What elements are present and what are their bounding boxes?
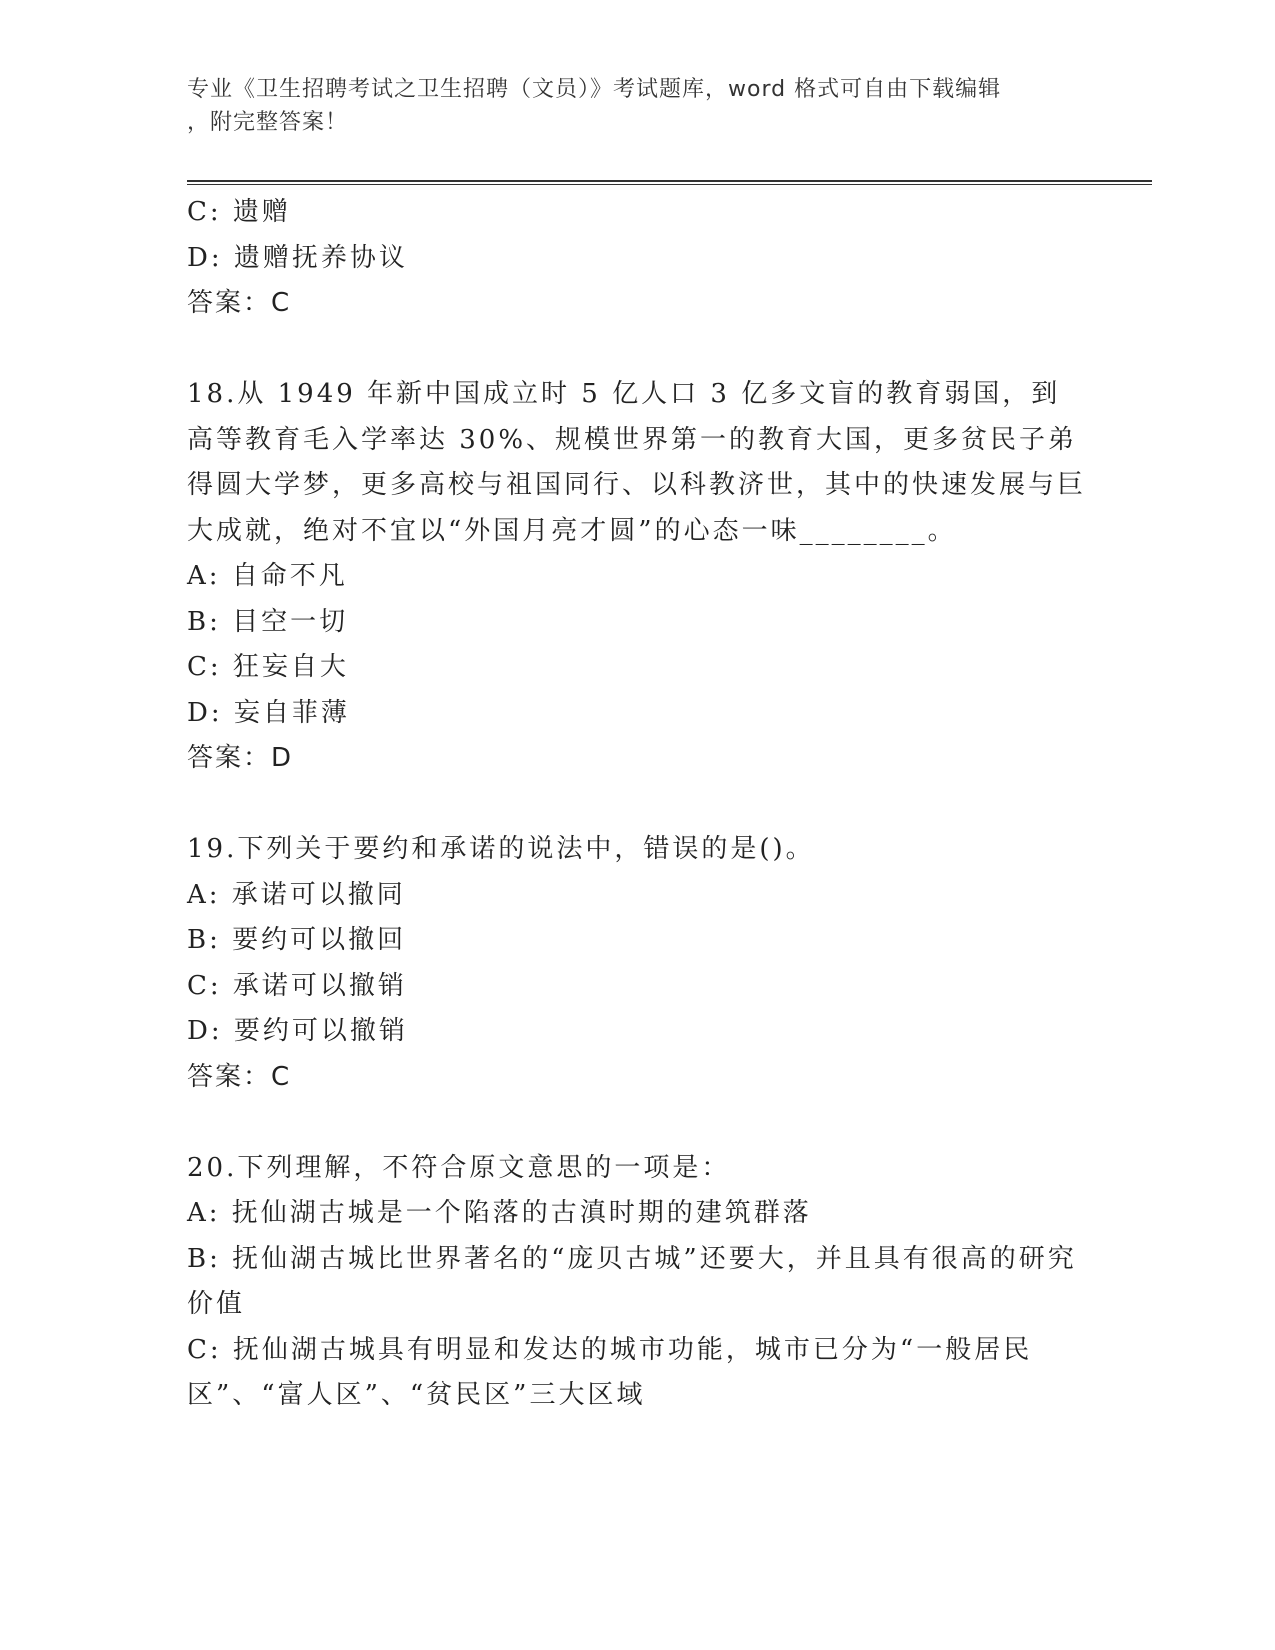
question-text: 20.下列理解，不符合原文意思的一项是： <box>187 1152 731 1183</box>
option-c: C: 抚仙湖古城具有明显和发达的城市功能，城市已分为“一般居民区”、“富人区”、“贫民区”三大区域 <box>187 1334 1033 1410</box>
option-c: C: 承诺可以撤销 <box>187 970 407 1001</box>
question-19 <box>187 827 1087 1100</box>
option-b: B: 要约可以撤回 <box>187 925 407 955</box>
option-c: C: 遗赠 <box>187 197 291 227</box>
option-a: A: 抚仙湖古城是一个陷落的古滇时期的建筑群落 <box>187 1198 812 1228</box>
answer-line: 答案：D <box>187 743 294 773</box>
answer-line: 答案：C <box>187 1061 292 1092</box>
question-18 <box>187 372 1087 782</box>
answer-line: 答案：C <box>187 288 292 318</box>
question-text: 18.从 1949 年新中国成立时 5 亿人口 3 亿多文盲的教育弱国，到高等教育毛入学率达 30%、规模世界第一的教育大国，更多贫民子弟得圆大学梦，更多高校与祖国同行、以科教济世，其中的快速发展与巨大成就，绝对不宜以“外国月亮才圆”的心态一味________。 <box>187 379 1087 546</box>
question-20 <box>187 1146 1087 1419</box>
option-b: B: 抚仙湖古城比世界著名的“庞贝古城”还要大，并且具有很高的研究价值 <box>187 1243 1077 1319</box>
header-line-2: ，附完整答案！ <box>187 110 349 135</box>
option-d: D: 遗赠抚养协议 <box>187 242 408 273</box>
option-a: A: 承诺可以撤同 <box>187 879 406 910</box>
question-text: 19.下列关于要约和承诺的说法中，错误的是()。 <box>187 834 815 864</box>
option-b: B: 目空一切 <box>187 606 349 637</box>
header-line-1: 专业《卫生招聘考试之卫生招聘（文员）》考试题库，word 格式可自由下载编辑 <box>187 77 1002 102</box>
header-divider-thin <box>187 184 1152 185</box>
option-d: D: 妄自菲薄 <box>187 697 350 728</box>
header-divider <box>187 180 1152 182</box>
option-d: D: 要约可以撤销 <box>187 1016 408 1046</box>
option-c: C: 狂妄自大 <box>187 652 349 682</box>
prev-question-tail <box>187 190 1087 327</box>
document-body <box>187 190 1087 1419</box>
option-a: A: 自命不凡 <box>187 561 348 591</box>
document-header <box>187 73 1067 139</box>
